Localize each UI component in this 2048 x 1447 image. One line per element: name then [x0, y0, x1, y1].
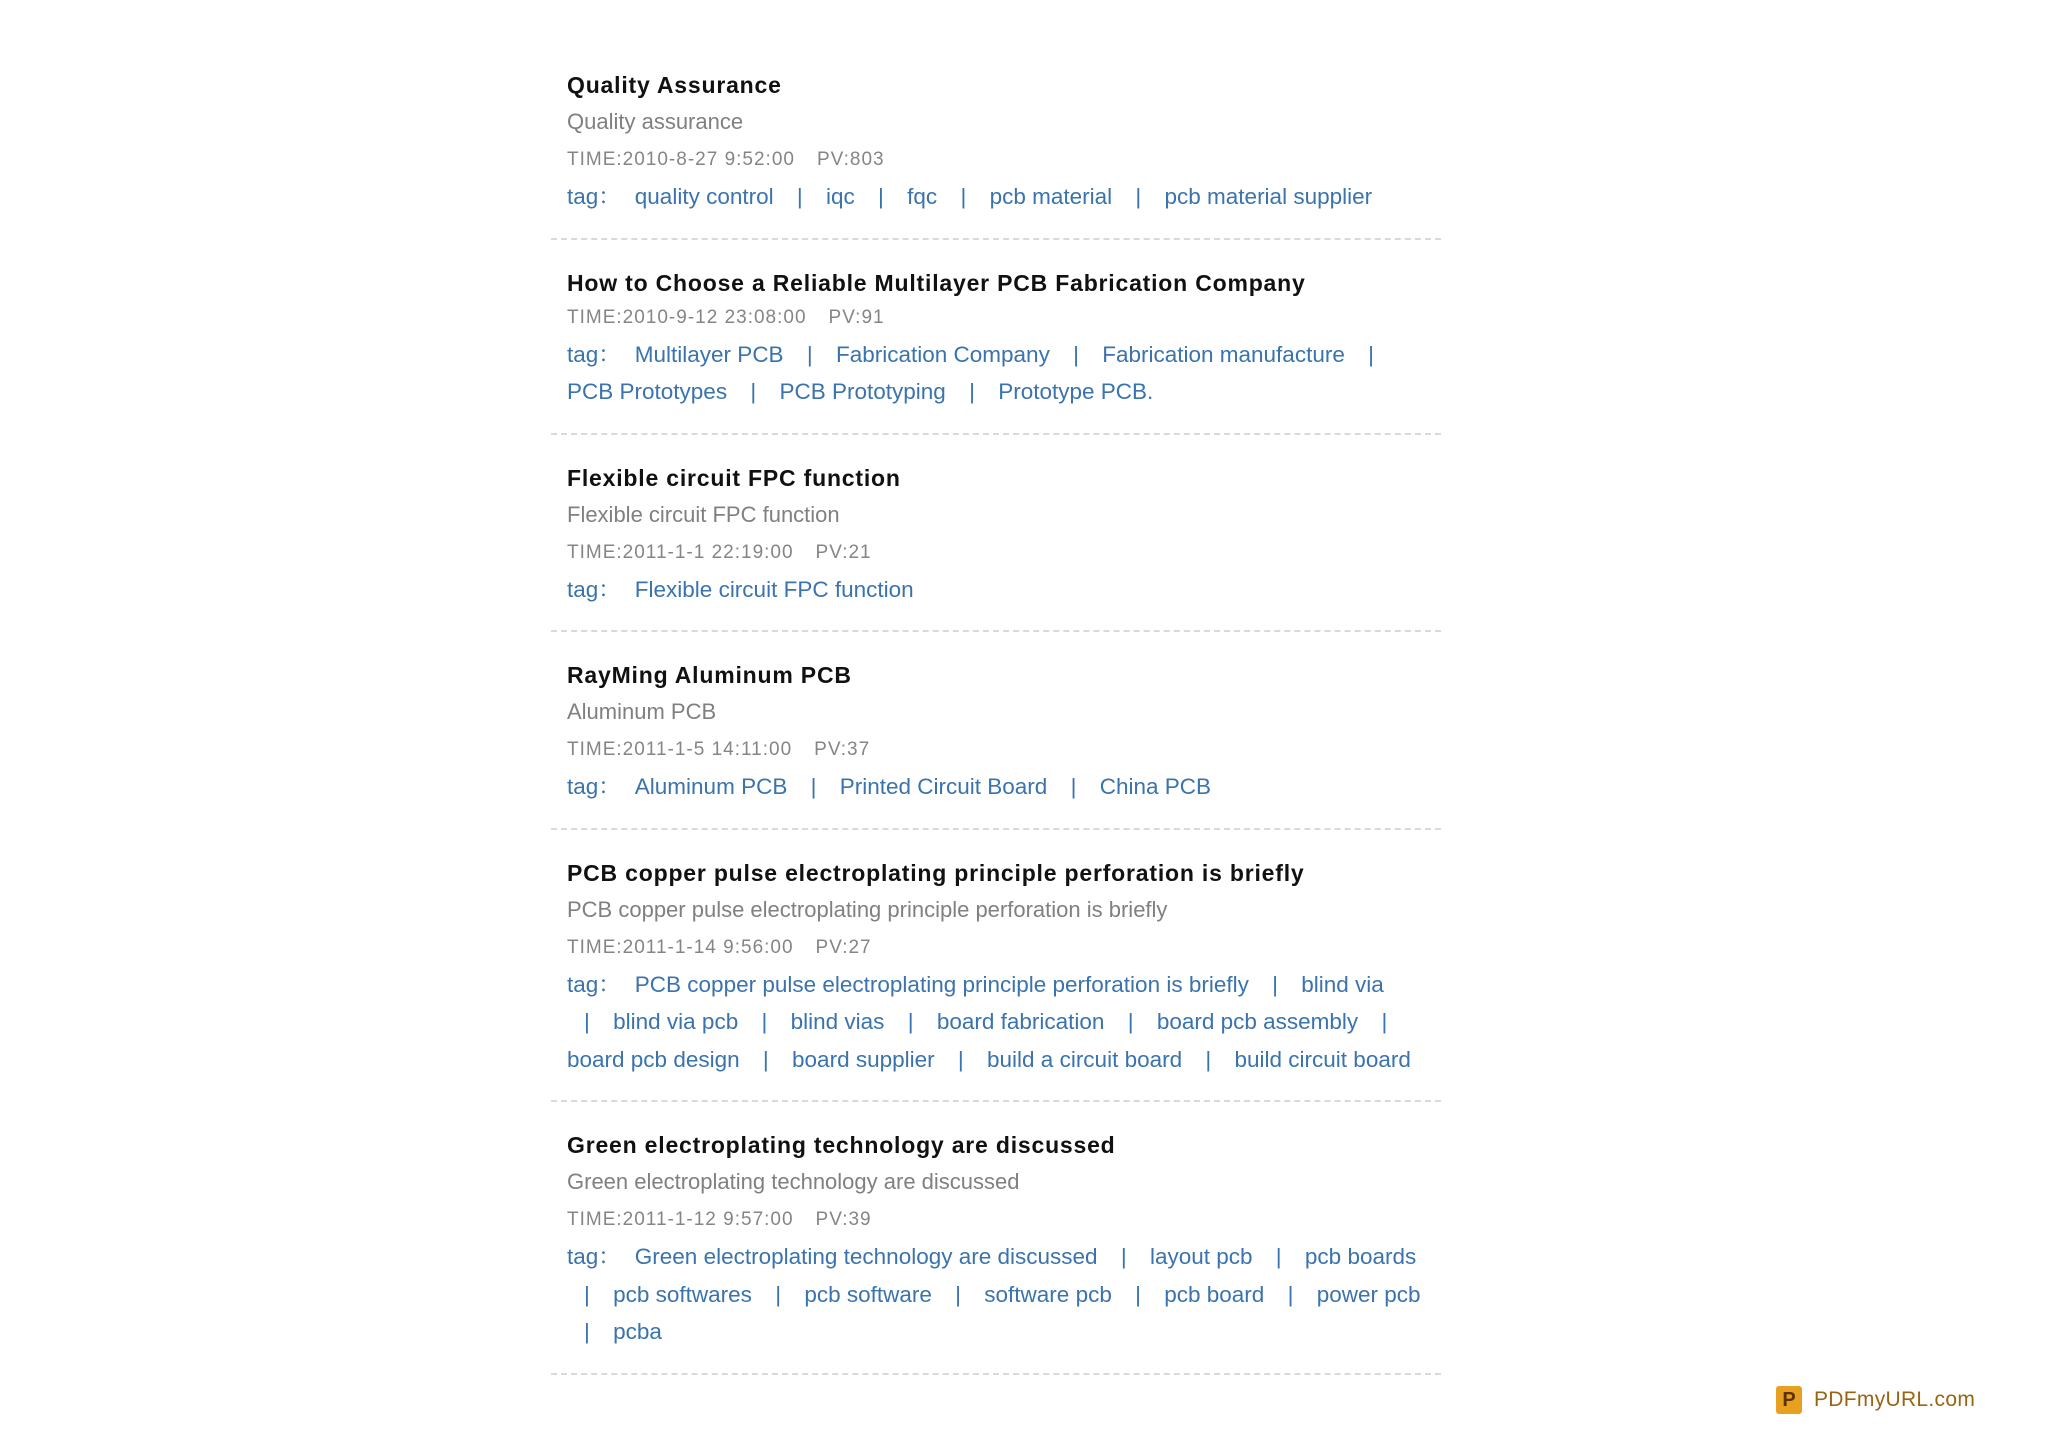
tag-label: tag：: [567, 184, 621, 209]
article-item: [551, 42, 1441, 240]
tag-link[interactable]: blind via: [1301, 971, 1384, 997]
tag-label: tag：: [567, 341, 621, 367]
tag-separator: |: [907, 1009, 914, 1034]
tag-link[interactable]: Green electroplating technology are discussed: [634, 1244, 1098, 1269]
article-meta: [567, 732, 1425, 768]
tag-link[interactable]: build circuit board: [1234, 1046, 1411, 1072]
article-tags: [567, 571, 1425, 631]
article-title[interactable]: How to Choose a Reliable Multilayer PCB Fabrication Company: [567, 269, 1306, 296]
tag-separator: |: [960, 184, 967, 209]
tag-separator: |: [806, 341, 813, 367]
tag-link[interactable]: board pcb assembly: [1156, 1009, 1359, 1034]
article-item: [551, 1102, 1441, 1375]
tag-separator: |: [750, 379, 757, 404]
article-meta: [567, 930, 1425, 966]
article-tags: [567, 336, 1425, 433]
tag-link[interactable]: pcb boards: [1304, 1244, 1417, 1269]
article-meta: [567, 300, 1425, 336]
article-time: TIME:2010-9-12 23:08:00: [567, 306, 807, 328]
tag-separator: |: [878, 184, 884, 209]
pdfmyurl-badge[interactable]: [1776, 1386, 1975, 1414]
tag-link[interactable]: Fabrication Company: [835, 341, 1050, 367]
tag-link[interactable]: board pcb design: [567, 1046, 740, 1072]
tag-separator: |: [584, 1281, 590, 1307]
article-tags: [567, 768, 1425, 828]
tag-label: tag：: [567, 576, 621, 602]
tag-link[interactable]: Multilayer PCB: [634, 341, 784, 367]
tag-separator: |: [584, 1009, 590, 1034]
article-time: TIME:2011-1-1 22:19:00: [567, 541, 794, 563]
tag-link[interactable]: pcb software: [804, 1281, 932, 1307]
tag-link[interactable]: pcb material: [989, 184, 1113, 209]
article-time: TIME:2011-1-5 14:11:00: [567, 739, 793, 760]
article-meta: [567, 1202, 1425, 1238]
tag-separator: |: [1381, 1009, 1388, 1034]
article-item: [551, 435, 1441, 633]
tag-link[interactable]: board supplier: [792, 1046, 935, 1072]
tag-link[interactable]: blind vias: [790, 1009, 885, 1034]
pdfmyurl-logo-icon: P: [1776, 1386, 1802, 1414]
article-title[interactable]: RayMing Aluminum PCB: [567, 662, 852, 688]
article-item: [551, 830, 1441, 1103]
article-pageviews: PV:39: [815, 1209, 872, 1230]
article-time: TIME:2011-1-14 9:56:00: [567, 936, 794, 958]
tag-separator: |: [796, 184, 803, 209]
tag-link[interactable]: China PCB: [1099, 774, 1212, 799]
article-pageviews: PV:803: [816, 149, 885, 170]
tag-separator: |: [1127, 1009, 1134, 1034]
article-title[interactable]: Flexible circuit FPC function: [567, 464, 901, 491]
pdfmyurl-link[interactable]: PDFmyURL.com: [1814, 1388, 1976, 1411]
tag-link[interactable]: quality control: [634, 184, 774, 209]
tag-separator: |: [762, 1046, 769, 1072]
tag-link[interactable]: Flexible circuit FPC function: [634, 576, 914, 602]
tag-separator: |: [1120, 1244, 1127, 1269]
tag-link[interactable]: pcba: [613, 1319, 662, 1344]
article-item: [551, 632, 1441, 830]
tag-separator: |: [1135, 1281, 1141, 1307]
tag-separator: |: [1135, 184, 1142, 209]
tag-separator: |: [1205, 1046, 1212, 1072]
article-summary: Green electroplating technology are discussed: [567, 1169, 1020, 1194]
tag-separator: |: [761, 1009, 768, 1034]
tag-separator: |: [810, 774, 817, 799]
tag-link[interactable]: pcb softwares: [613, 1281, 752, 1307]
tag-link[interactable]: PCB copper pulse electroplating principle perforation is briefly: [634, 971, 1249, 997]
article-time: TIME:2011-1-12 9:57:00: [567, 1209, 794, 1230]
article-meta: [567, 142, 1425, 178]
article-time: TIME:2010-8-27 9:52:00: [567, 149, 795, 170]
tag-link[interactable]: Prototype PCB.: [998, 379, 1154, 404]
article-item: [551, 240, 1441, 435]
article-summary: Aluminum PCB: [567, 699, 717, 724]
tag-separator: |: [955, 1281, 962, 1307]
tag-separator: |: [1272, 971, 1278, 997]
article-tags: [567, 966, 1425, 1101]
tag-separator: |: [1275, 1244, 1282, 1269]
article-list: [551, 42, 1441, 1375]
tag-link[interactable]: Printed Circuit Board: [839, 774, 1048, 799]
tag-separator: |: [775, 1281, 782, 1307]
tag-separator: |: [584, 1319, 590, 1344]
tag-link[interactable]: pcb board: [1164, 1281, 1265, 1307]
article-summary: PCB copper pulse electroplating principle perforation is briefly: [567, 896, 1168, 922]
article-title[interactable]: Green electroplating technology are discussed: [567, 1132, 1116, 1158]
article-summary: Quality assurance: [567, 109, 744, 134]
tag-link[interactable]: Fabrication manufacture: [1102, 341, 1345, 367]
article-meta: [567, 535, 1425, 571]
tag-link[interactable]: power pcb: [1316, 1281, 1421, 1307]
article-summary: Flexible circuit FPC function: [567, 501, 840, 527]
tag-label: tag：: [567, 971, 621, 997]
tag-link[interactable]: build a circuit board: [987, 1046, 1183, 1072]
tag-link[interactable]: pcb material supplier: [1164, 184, 1373, 209]
tag-separator: |: [1368, 341, 1374, 367]
tag-separator: |: [1070, 774, 1077, 799]
tag-link[interactable]: fqc: [907, 184, 938, 209]
tag-separator: |: [969, 379, 975, 404]
article-pageviews: PV:21: [815, 541, 872, 563]
tag-separator: |: [1073, 341, 1079, 367]
article-title[interactable]: Quality Assurance: [567, 72, 782, 98]
tag-link[interactable]: PCB Prototypes: [567, 379, 728, 404]
article-tags: [567, 178, 1425, 238]
tag-label: tag：: [567, 774, 621, 799]
tag-link[interactable]: board fabrication: [936, 1009, 1105, 1034]
article-tags: [567, 1238, 1425, 1373]
tag-label: tag：: [567, 1244, 621, 1269]
tag-link[interactable]: iqc: [826, 184, 855, 209]
tag-link[interactable]: blind via pcb: [613, 1009, 739, 1034]
article-pageviews: PV:91: [828, 306, 885, 328]
tag-link[interactable]: Aluminum PCB: [634, 774, 788, 799]
tag-separator: |: [1287, 1281, 1294, 1307]
tag-link[interactable]: layout pcb: [1149, 1244, 1253, 1269]
article-title[interactable]: PCB copper pulse electroplating principle perforation is briefly: [567, 859, 1305, 886]
article-pageviews: PV:27: [815, 936, 872, 958]
tag-link[interactable]: software pcb: [984, 1281, 1112, 1307]
article-pageviews: PV:37: [814, 739, 871, 760]
tag-link[interactable]: PCB Prototyping: [779, 379, 946, 404]
tag-separator: |: [957, 1046, 964, 1072]
